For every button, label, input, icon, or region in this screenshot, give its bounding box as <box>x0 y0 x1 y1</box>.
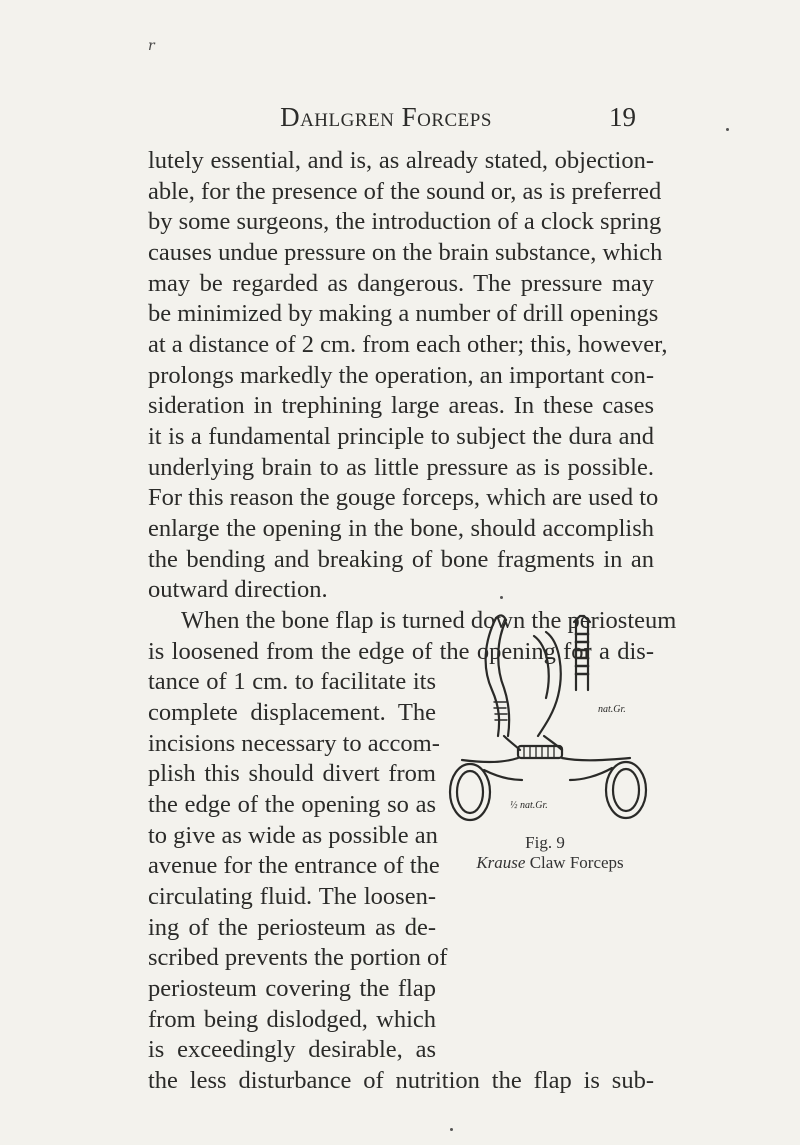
text-line: scribed prevents the portion of <box>148 944 448 971</box>
figure-caption-rest: Claw Forceps <box>525 853 624 872</box>
page-number: 19 <box>609 102 636 132</box>
margin-dot <box>726 128 729 131</box>
text-line: ing of the periosteum as de- <box>148 914 436 941</box>
text-line: is loosened from the edge of the opening for a dis- <box>148 638 654 665</box>
text-line: may be regarded as dangerous. The pressure may <box>148 270 654 297</box>
stray-mark: r <box>148 38 155 54</box>
text-line: it is a fundamental principle to subject the dura and <box>148 423 654 450</box>
text-line: causes undue pressure on the brain substance, which <box>148 239 663 266</box>
text-line: incisions necessary to accom- <box>148 730 440 757</box>
text-line: outward direction. <box>148 576 328 603</box>
text-line: the bending and breaking of bone fragments in an <box>148 546 654 573</box>
text-line: by some surgeons, the introduction of a clock spring <box>148 208 662 235</box>
text-line: is exceedingly desirable, as <box>148 1036 436 1063</box>
text-line: underlying brain to as little pressure as is possible. <box>148 454 654 481</box>
text-line: tance of 1 cm. to facilitate its <box>148 668 436 695</box>
figure-number: Fig. 9 <box>525 833 565 852</box>
margin-dot <box>500 596 503 599</box>
text-line: from being dislodged, which <box>148 1006 436 1033</box>
figure-caption-italic: Krause <box>476 853 526 872</box>
text-line: periosteum covering the flap <box>148 975 436 1002</box>
text-line: at a distance of 2 cm. from each other; this, however, <box>148 331 668 358</box>
scale-label-upper: nat.Gr. <box>598 704 626 715</box>
running-head <box>140 102 636 142</box>
margin-dot <box>450 1128 453 1131</box>
text-line: able, for the presence of the sound or, as is preferred <box>148 178 662 205</box>
text-line: circulating fluid. The loosen- <box>148 883 436 910</box>
running-title: Dahlgren Forceps <box>280 102 492 132</box>
text-line: plish this should divert from <box>148 760 436 787</box>
figure-caption <box>450 853 650 873</box>
text-line: lutely essential, and is, as already stated, objection- <box>148 147 654 174</box>
text-line: prolongs markedly the operation, an important con- <box>148 362 654 389</box>
text-line: complete displacement. The <box>148 699 436 726</box>
text-line: When the bone flap is turned down the periosteum <box>181 607 677 634</box>
text-line: enlarge the opening in the bone, should accomplish <box>148 515 654 542</box>
text-line: sideration in trephining large areas. In these cases <box>148 392 654 419</box>
text-line: the less disturbance of nutrition the flap is sub- <box>148 1067 654 1094</box>
text-line: the edge of the opening so as <box>148 791 436 818</box>
text-line: For this reason the gouge forceps, which are used to <box>148 484 659 511</box>
text-line: be minimized by making a number of drill openings <box>148 300 659 327</box>
left-blade-outer <box>486 618 500 736</box>
forceps-figure <box>448 612 652 822</box>
scale-label-lower: ½ nat.Gr. <box>510 800 548 811</box>
text-line: to give as wide as possible an <box>148 822 438 849</box>
forceps-illustration <box>448 612 652 822</box>
text-line: avenue for the entrance of the <box>148 852 440 879</box>
